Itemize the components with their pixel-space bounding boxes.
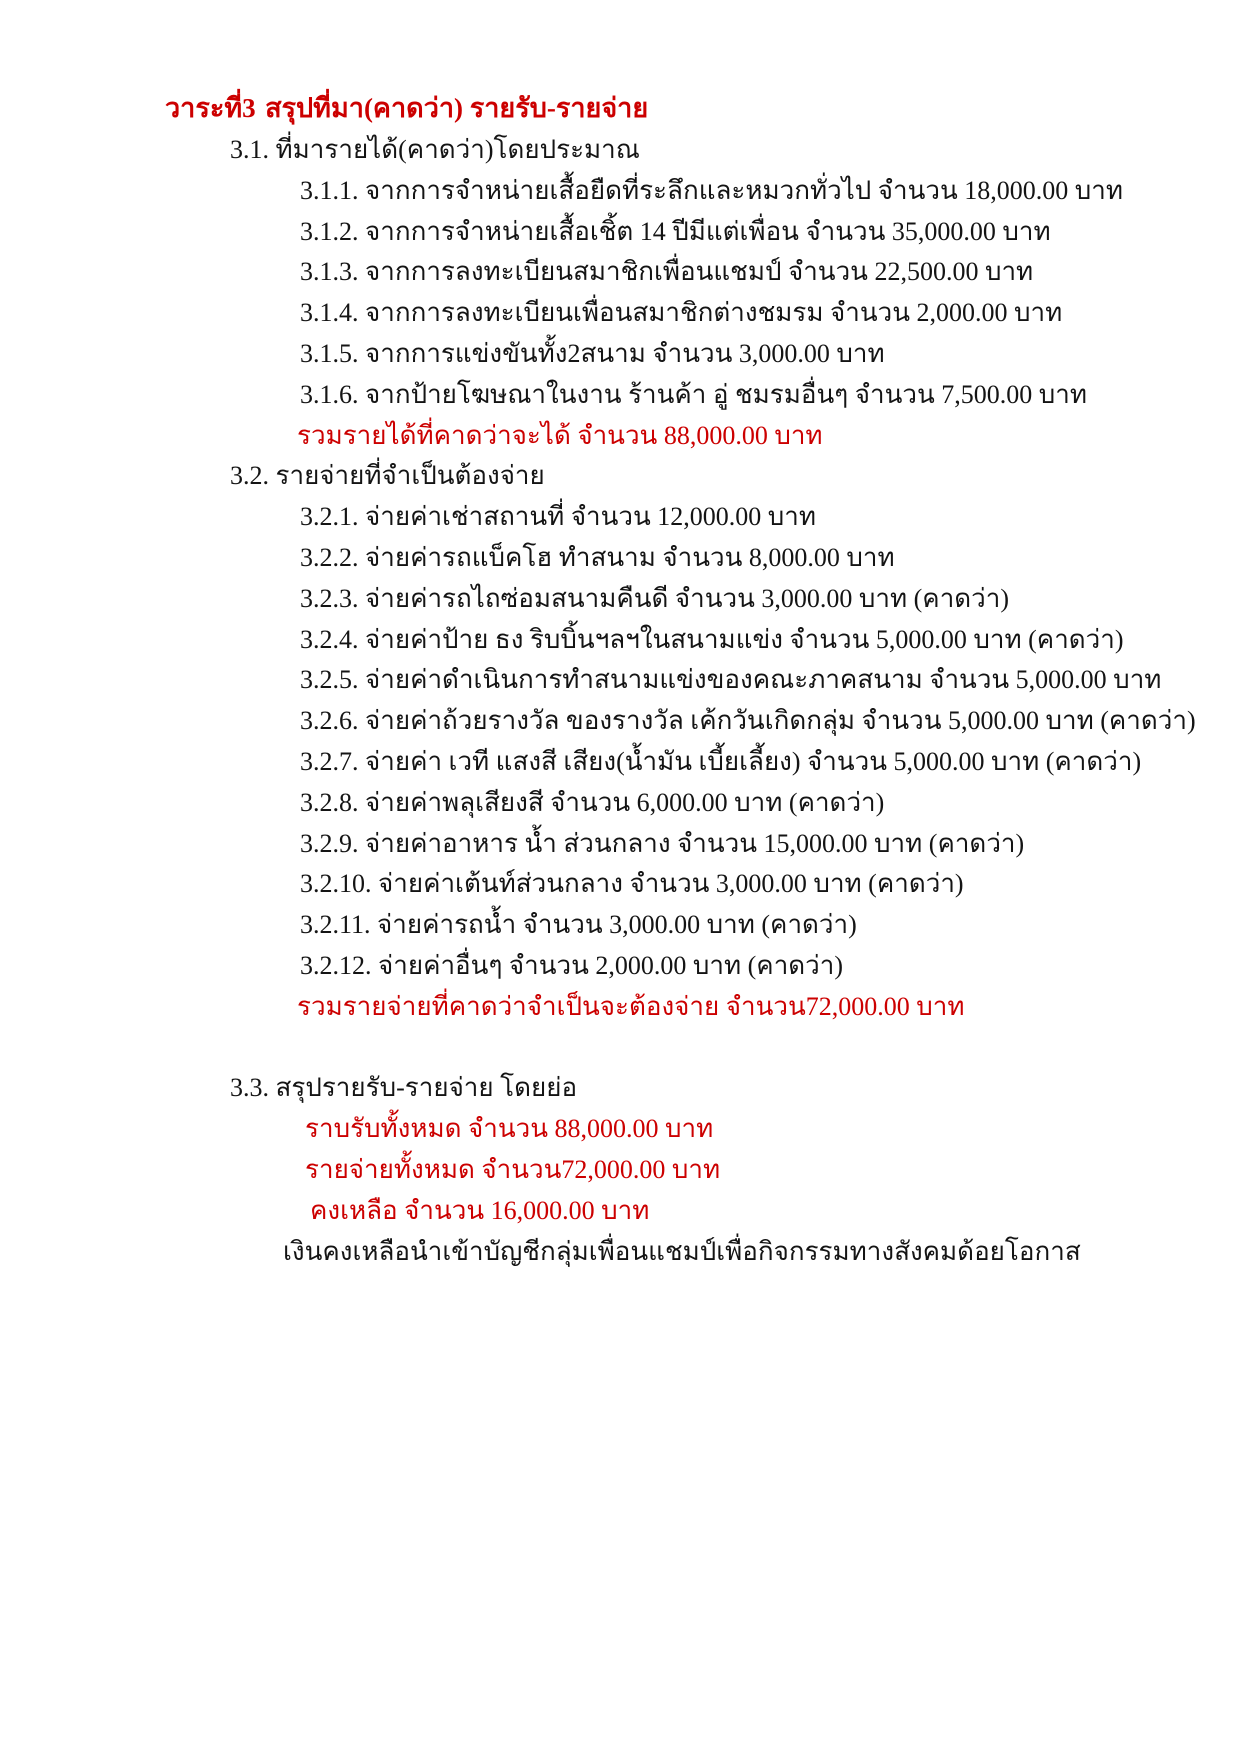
summary-expense-total: รายจ่ายทั้งหมด จำนวน72,000.00 บาท (305, 1154, 721, 1184)
expense-item-2: 3.2.2. จ่ายค่ารถแบ็คโฮ ทำสนาม จำนวน 8,000.00 บาท (300, 542, 895, 572)
expense-item-11: 3.2.11. จ่ายค่ารถน้ำ จำนวน 3,000.00 บาท (คาดว่า) (300, 910, 857, 940)
expense-section-heading: 3.2. รายจ่ายที่จำเป็นต้องจ่าย (230, 461, 545, 491)
expense-item-4: 3.2.4. จ่ายค่าป้าย ธง ริบบิ้นฯลฯในสนามแข่ง จำนวน 5,000.00 บาท (คาดว่า) (300, 624, 1124, 654)
agenda-number: วาระที่3 (165, 93, 256, 123)
income-item-3: 3.1.3. จากการลงทะเบียนสมาชิกเพื่อนแชมป์ จำนวน 22,500.00 บาท (300, 257, 1034, 287)
income-item-2: 3.1.2. จากการจำหน่ายเสื้อเชิ้ต 14 ปีมีแต่เพื่อน จำนวน 35,000.00 บาท (300, 216, 1051, 246)
expense-item-3: 3.2.3. จ่ายค่ารถไถซ่อมสนามคืนดี จำนวน 3,000.00 บาท (คาดว่า) (300, 583, 1010, 613)
summary-section-heading: 3.3. สรุปรายรับ-รายจ่าย โดยย่อ (230, 1073, 578, 1103)
expense-item-1: 3.2.1. จ่ายค่าเช่าสถานที่ จำนวน 12,000.00 บาท (300, 502, 817, 532)
expense-item-5: 3.2.5. จ่ายค่าดำเนินการทำสนามแข่งของคณะภาคสนาม จำนวน 5,000.00 บาท (300, 665, 1162, 695)
expense-item-10: 3.2.10. จ่ายค่าเต้นท์ส่วนกลาง จำนวน 3,000.00 บาท (คาดว่า) (300, 869, 964, 899)
blank-line (0, 1028, 1241, 1069)
expense-item-8: 3.2.8. จ่ายค่าพลุเสียงสี จำนวน 6,000.00 บาท (คาดว่า) (300, 787, 885, 817)
summary-income-total: ราบรับทั้งหมด จำนวน 88,000.00 บาท (305, 1114, 714, 1144)
income-item-6: 3.1.6. จากป้ายโฆษณาในงาน ร้านค้า อู่ ชมรมอื่นๆ จำนวน 7,500.00 บาท (300, 379, 1087, 409)
income-item-5: 3.1.5. จากการแข่งขันทั้ง2สนาม จำนวน 3,000.00 บาท (300, 338, 885, 368)
expense-total-line: รวมรายจ่ายที่คาดว่าจำเป็นจะต้องจ่าย จำนวน72,000.00 บาท (297, 991, 965, 1021)
income-total-line: รวมรายได้ที่คาดว่าจะได้ จำนวน 88,000.00 บาท (297, 420, 823, 450)
summary-balance: คงเหลือ จำนวน 16,000.00 บาท (310, 1195, 650, 1225)
expense-item-9: 3.2.9. จ่ายค่าอาหาร น้ำ ส่วนกลาง จำนวน 15,000.00 บาท (คาดว่า) (300, 828, 1025, 858)
income-item-1: 3.1.1. จากการจำหน่ายเสื้อยืดที่ระลึกและหมวกทั่วไป จำนวน 18,000.00 บาท (300, 175, 1124, 205)
income-section-heading: 3.1. ที่มารายได้(คาดว่า)โดยประมาณ (230, 135, 640, 164)
expense-item-12: 3.2.12. จ่ายค่าอื่นๆ จำนวน 2,000.00 บาท (คาดว่า) (300, 950, 844, 980)
expense-item-6: 3.2.6. จ่ายค่าถ้วยรางวัล ของรางวัล เค้กวันเกิดกลุ่ม จำนวน 5,000.00 บาท (คาดว่า) (300, 706, 1196, 736)
expense-item-7: 3.2.7. จ่ายค่า เวที แสงสี เสียง(น้ำมัน เบี้ยเลี้ยง) จำนวน 5,000.00 บาท (คาดว่า) (300, 746, 1142, 776)
agenda-title: สรุปที่มา(คาดว่า) รายรับ-รายจ่าย (265, 93, 649, 123)
summary-note: เงินคงเหลือนำเข้าบัญชีกลุ่มเพื่อนแชมป์เพื่อกิจกรรมทางสังคมด้อยโอกาส (283, 1236, 1081, 1266)
agenda-heading (165, 86, 1241, 130)
income-item-4: 3.1.4. จากการลงทะเบียนเพื่อนสมาชิกต่างชมรม จำนวน 2,000.00 บาท (300, 298, 1063, 328)
